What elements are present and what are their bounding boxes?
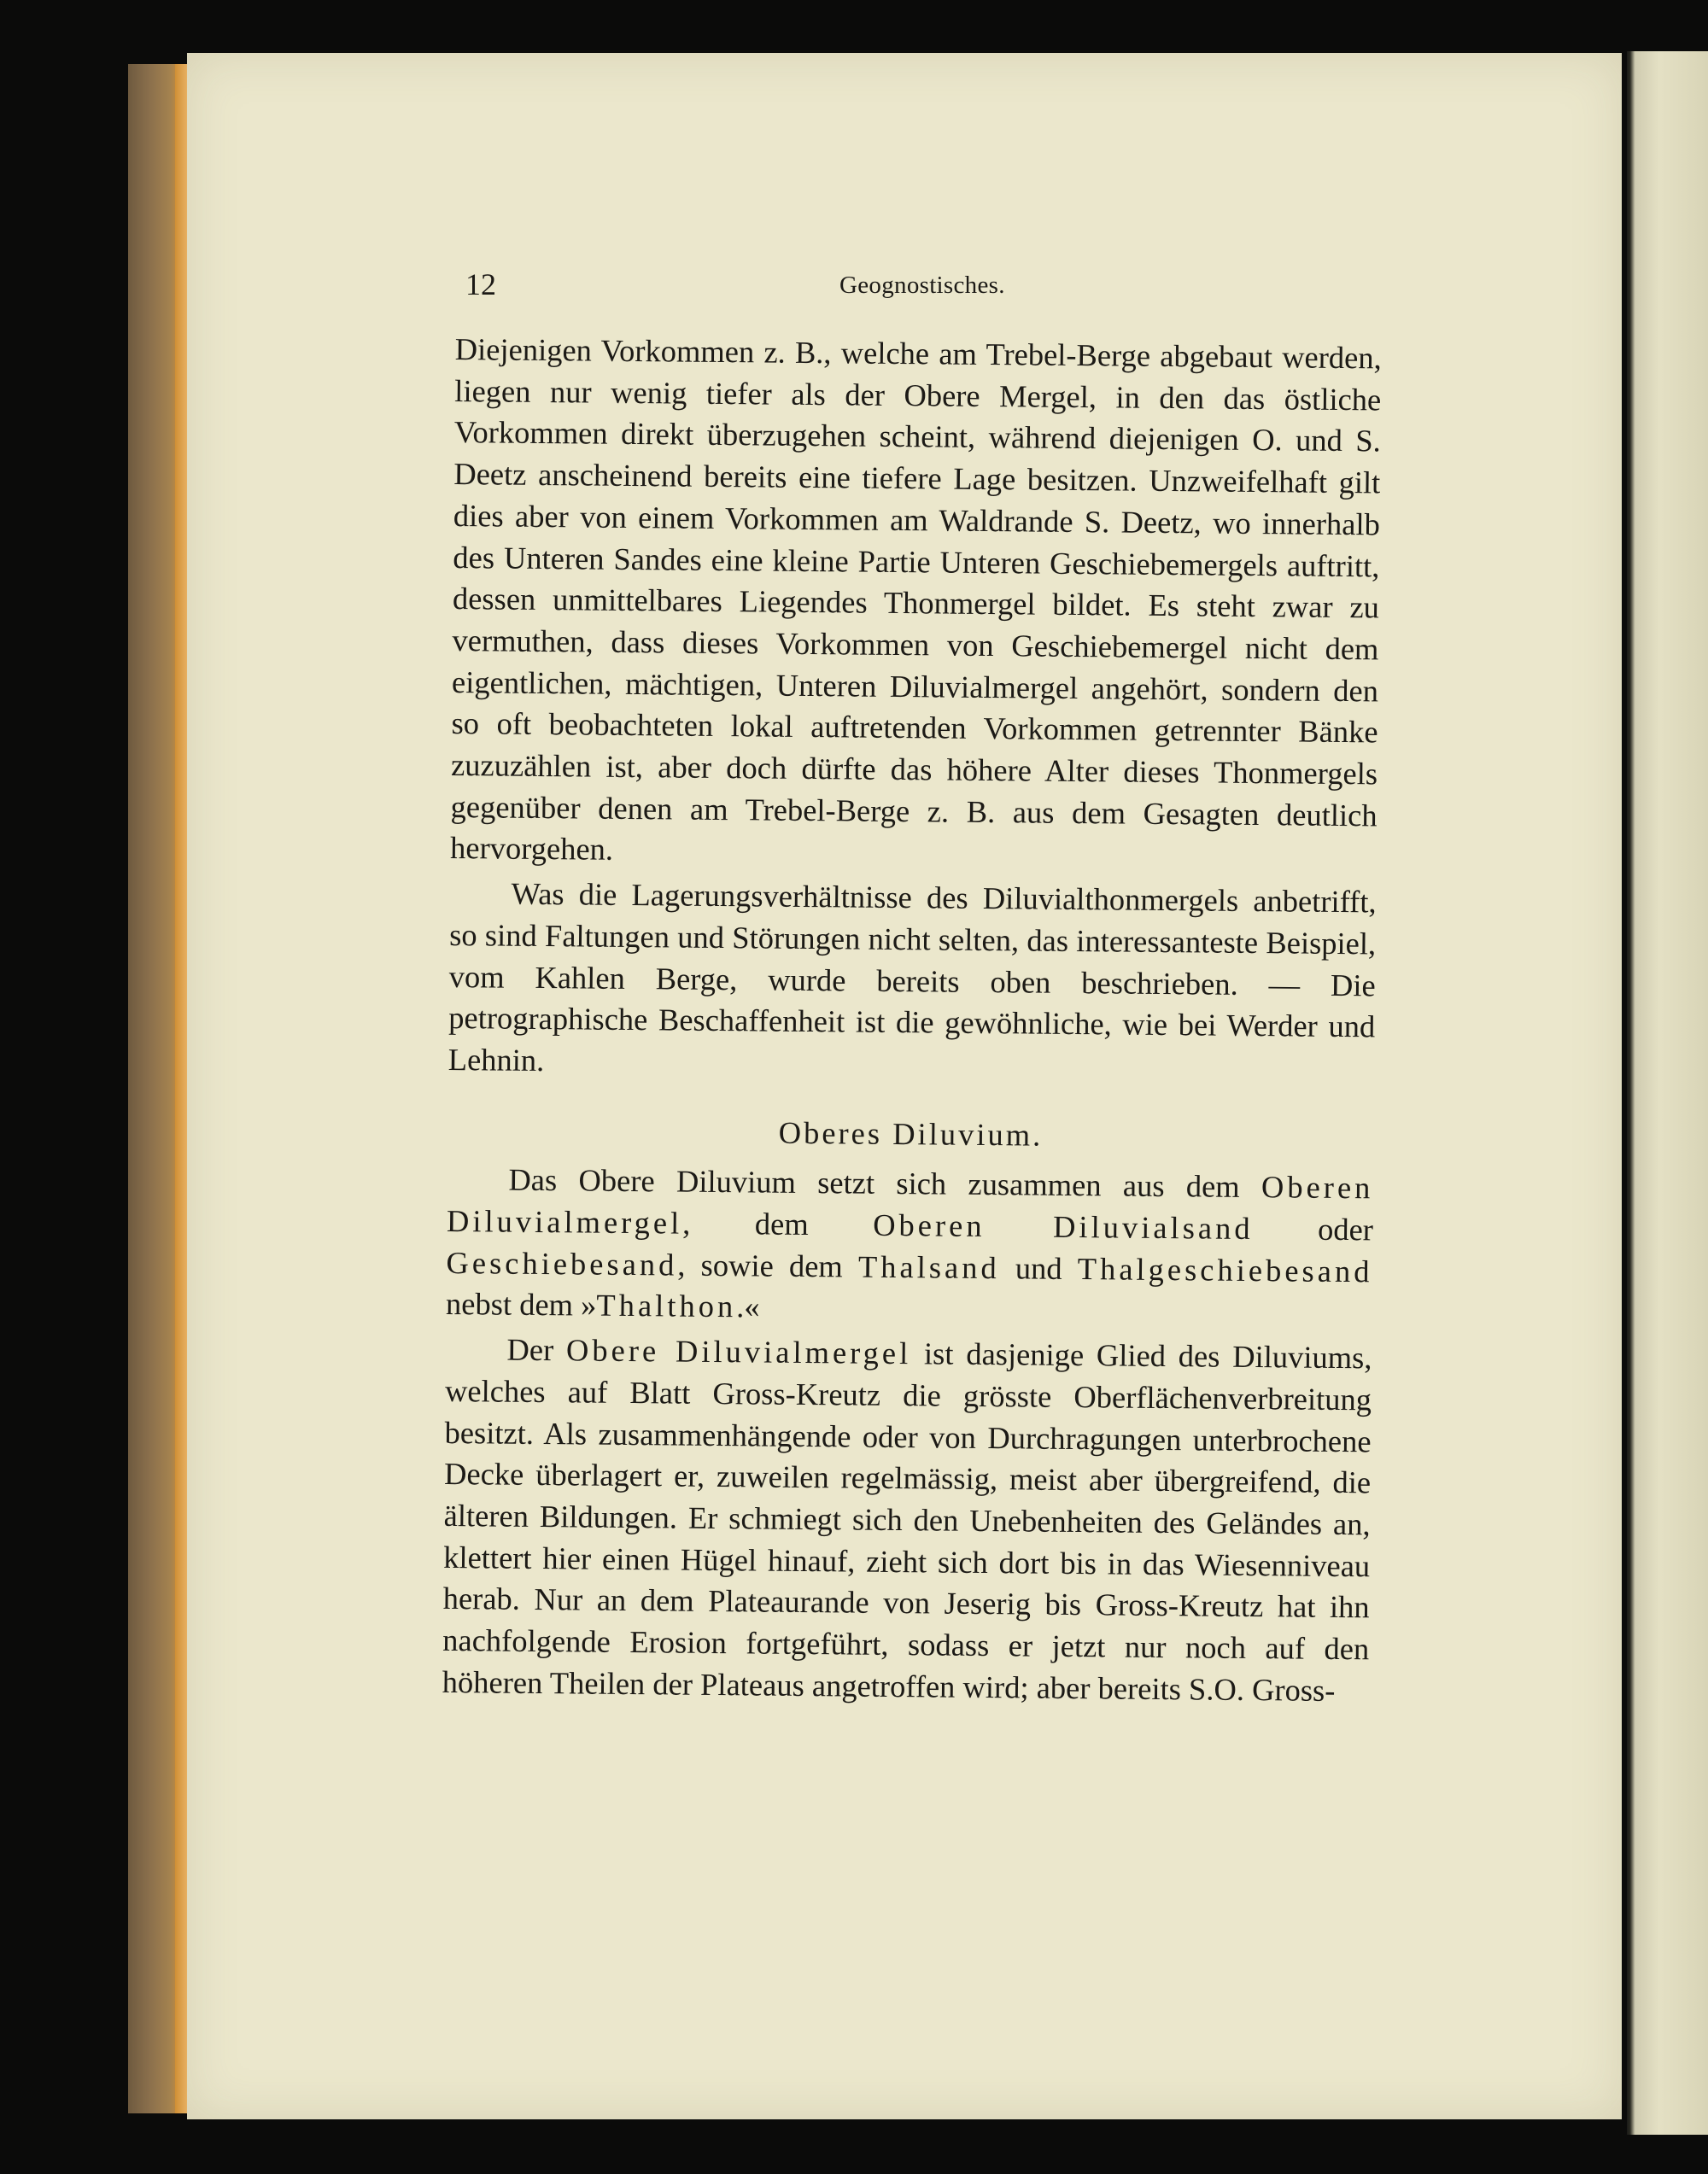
text-run: , sowie dem (677, 1247, 859, 1284)
text-run: oder (1253, 1211, 1374, 1248)
paragraph-3 (446, 1159, 1374, 1334)
body-text (442, 329, 1382, 1712)
spaced-term: Oberen Diluvialsand (872, 1207, 1254, 1247)
section-heading: Oberes Diluvium. (778, 1114, 1044, 1153)
spaced-term: Thalthon (596, 1288, 737, 1324)
text-run: Der (506, 1331, 567, 1368)
spaced-term: Obere Diluvialmergel (565, 1332, 912, 1371)
spaced-term: Oberen Diluvialmergel (446, 1169, 1374, 1241)
text-run: .« (735, 1289, 760, 1324)
page-stack-edge (175, 64, 187, 2113)
page-number: 12 (465, 267, 496, 301)
paragraph-2: Was die Lagerungsverhältnisse des Diluvialthonmergels anbetrifft, so sind Faltungen und Störungen nicht selten, das interessanteste Beispiel, vom Kahlen Berge, wurde bereits oben beschrieben. — Die petrographische Beschaffenheit ist die gewöhnliche, wie bei Werder und Lehnin. (447, 875, 1377, 1078)
spaced-term: Geschiebesand (446, 1244, 678, 1283)
running-head: Geognostisches. (839, 272, 1005, 299)
page-header (465, 266, 1388, 309)
text-run: , dem (682, 1205, 874, 1242)
text-run: Das Obere Diluvium setzt sich zusammen aus dem (508, 1162, 1262, 1205)
text-run: und (999, 1249, 1078, 1286)
spaced-term: Thalgeschiebesand (1077, 1250, 1373, 1289)
text-run: nebst dem » (445, 1286, 597, 1324)
paragraph-1: Diejenigen Vorkommen z. B., welche am Trebel-Berge abgebaut werden, liegen nur wenig tiefer als der Obere Mergel, in den das östliche Vorkommen direkt überzugehen scheint, während diejenigen O. und S. Deetz anscheinend bereits eine tiefere Lage besitzen. Unzweifelhaft gilt dies aber von einem Vorkommen am Waldrande S. Deetz, wo innerhalb des Unteren Sandes eine kleine Partie Unteren Geschiebemergels auftritt, dessen unmittelbares Liegendes Thonmergel bildet. Es steht zwar zu vermuthen, dass dieses Vorkommen von Geschiebemergel nicht dem eigentlichen, mächtigen, Unteren Diluvialmergel angehört, sondern den so oft beobachteten lokal auftretenden Vorkommen getrennter Bänke zuzuzählen ist, aber doch dürfte das höhere Alter dieses Thonmergels gegenüber denen am Trebel-Berge z. B. aus dem Gesagten deutlich hervorgehen. (449, 330, 1382, 868)
text-run: ist dasjenige Glied des Diluviums, welches auf Blatt Gross-Kreutz die grösste Oberflächenverbreitung besitzt. Als zusammenhängende oder von Durchragungen unterbrochene Decke überlagert er, zuweilen regelmässig, meist aber übergreifend, die älteren Bildungen. Er schmiegt sich den Unebenheiten des Geländes an, klettert hier einen Hügel hinauf, zieht sich dort bis in das Wiesenniveau herab. Nur an dem Plateaurande von Jeserig bis Gross-Kreutz hat ihn nachfolgende Erosion fortgeführt, sodass er jetzt nur noch auf den höheren Theilen der Plateaus angetroffen wird; aber bereits S.O. Gross- (442, 1335, 1372, 1708)
paragraph-4 (442, 1329, 1372, 1712)
adjacent-page-edge (1627, 51, 1708, 2135)
spaced-term: Thalsand (857, 1248, 1000, 1285)
